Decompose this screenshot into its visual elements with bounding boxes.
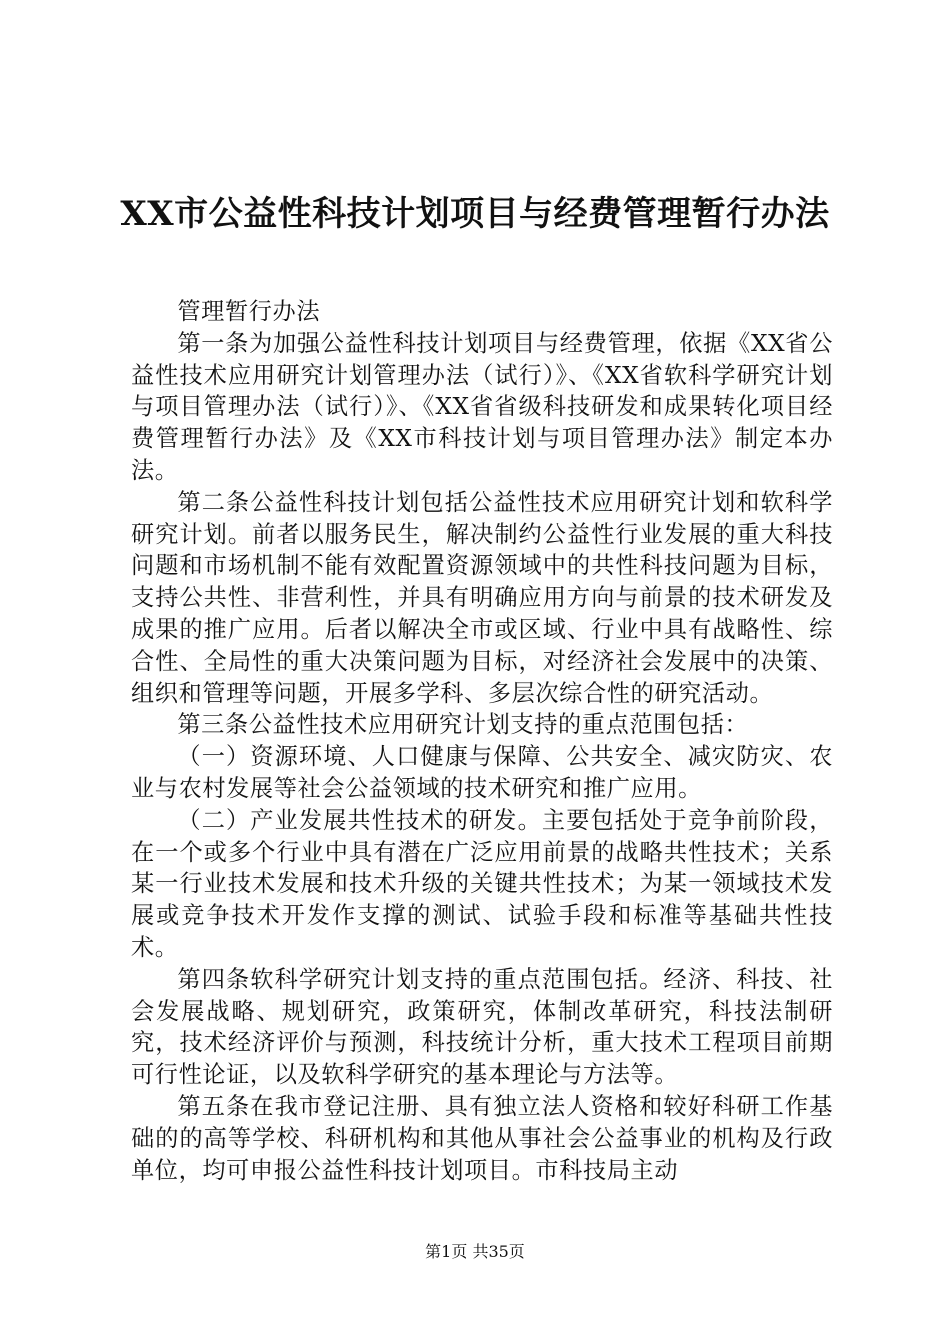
- paragraph-article-1: 第一条为加强公益性科技计划项目与经费管理，依据《XX省公益性技术应用研究计划管理办法（试行）》、《XX省软科学研究计划与项目管理办法（试行）》、《XX省省级科技研发和成果转化项目经费管理暂行办法》及《XX市科技计划与项目管理办法》制定本办法。: [131, 329, 833, 484]
- paragraph-article-5: 第五条在我市登记注册、具有独立法人资格和较好科研工作基础的的高等学校、科研机构和其他从事社会公益事业的机构及行政单位，均可申报公益性科技计划项目。市科技局主动: [131, 1092, 833, 1184]
- paragraph-subtitle: 管理暂行办法: [177, 298, 321, 325]
- document-body: [131, 296, 833, 1186]
- paragraph-article-2: 第二条公益性科技计划包括公益性技术应用研究计划和软科学研究计划。前者以服务民生，解决制约公益性行业发展的重大科技问题和市场机制不能有效配置资源领域中的共性科技问题为目标，支持公共性、非营利性，并具有明确应用方向与前景的技术研发及成果的推广应用。后者以解决全市或区域、行业中具有战略性、综合性、全局性的重大决策问题为目标，对经济社会发展中的决策、组织和管理等问题，开展多学科、多层次综合性的研究活动。: [131, 488, 833, 707]
- document-title: XX市公益性科技计划项目与经费管理暂行办法: [120, 194, 830, 234]
- page-number-footer: 第1页 共35页: [425, 1242, 525, 1261]
- paragraph-article-3-item-1: （一）资源环境、人口健康与保障、公共安全、减灾防灾、农业与农村发展等社会公益领域的技术研究和推广应用。: [131, 743, 833, 802]
- paragraph-article-3: 第三条公益性技术应用研究计划支持的重点范围包括：: [177, 711, 749, 739]
- paragraph-article-3-item-2: （二）产业发展共性技术的研发。主要包括处于竞争前阶段，在一个或多个行业中具有潜在广泛应用前景的战略共性技术；关系某一行业技术发展和技术升级的关键共性技术；为某一领域技术发展或竞争技术开发作支撑的测试、试验手段和标准等基础共性技术。: [131, 806, 833, 961]
- paragraph-article-4: 第四条软科学研究计划支持的重点范围包括。经济、科技、社会发展战略、规划研究，政策研究，体制改革研究，科技法制研究，技术经济评价与预测，科技统计分析，重大技术工程项目前期可行性论证，以及软科学研究的基本理论与方法等。: [131, 965, 833, 1089]
